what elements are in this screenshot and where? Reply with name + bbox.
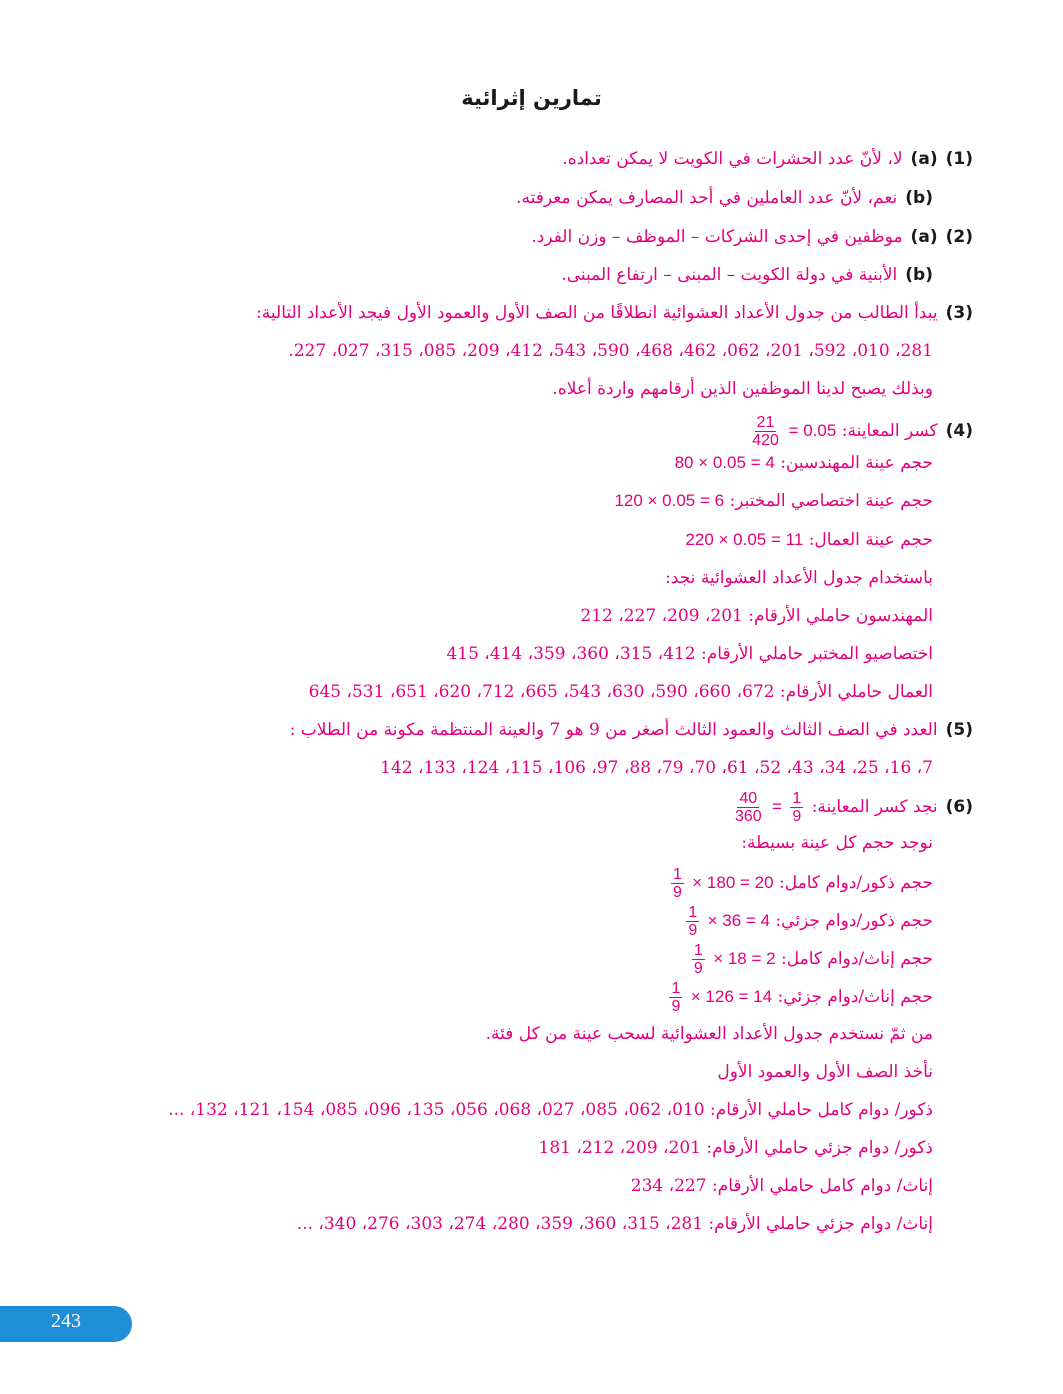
- q6-equals: =: [772, 797, 782, 816]
- q6-s3-denominator: 9: [693, 960, 703, 977]
- q4-lab-label: حجم عينة اختصاصي المختبر:: [729, 491, 933, 511]
- q4-workers-line: [685, 529, 933, 553]
- q6-fraction-one-ninth: [790, 790, 803, 825]
- q1-b-label: (b): [905, 188, 933, 208]
- q2-a-line: [531, 226, 973, 250]
- q4-number: (4): [945, 420, 973, 441]
- q6-f1-denominator: 9: [792, 808, 802, 825]
- q6-list-3: إناث/ دوام كامل حاملي الأرقام: 227، 234: [630, 1176, 933, 1196]
- q6-f2-numerator: 40: [739, 790, 758, 807]
- q6-s3-calc: 2 = 18 ×: [713, 949, 776, 968]
- q6-s2-fraction: [686, 904, 699, 939]
- page-title: تمارين إثرائية: [461, 86, 602, 110]
- q2-b-text: الأبنية في دولة الكويت – المبنى – ارتفاع المبنى.: [561, 265, 898, 285]
- q1-b-text: نعم، لأنّ عدد العاملين في أحد المصارف يمكن معرفته.: [516, 188, 898, 208]
- q4-fraction-label: كسر المعاينة:: [841, 420, 938, 441]
- q6-s3-fraction: [692, 942, 705, 977]
- q6-fraction-40-360: [733, 790, 764, 825]
- q1-a-text: لا، لأنّ عدد الحشرات في الكويت لا يمكن تعداده.: [562, 149, 903, 169]
- q6-size-4: [666, 980, 933, 1014]
- q2-a-label: (a): [910, 227, 938, 247]
- q2-a-text: موظفين في إحدى الشركات – الموظف – وزن الفرد.: [531, 227, 903, 247]
- q6-then: من ثمّ نستخدم جدول الأعداد العشوائية لسحب عينة من كل فئة.: [485, 1024, 933, 1044]
- q6-sizes-intro: نوجد حجم كل عينة بسيطة:: [741, 833, 933, 853]
- q6-s4-denominator: 9: [671, 998, 681, 1015]
- q4-workers-label: حجم عينة العمال:: [808, 530, 933, 550]
- q1-number: (1): [945, 149, 973, 169]
- q6-s1-denominator: 9: [672, 884, 682, 901]
- q3-number: (3): [945, 303, 973, 323]
- q5-text: العدد في الصف الثالث والعمود الثالث أصغر من 9 هو 7 والعينة المنتظمة مكونة من الطلاب :: [289, 720, 938, 740]
- q5-numbers: 7، 16، 25، 34، 43، 52، 61، 70، 79، 88، 97، 106، 115، 124، 133، 142: [380, 758, 933, 778]
- q3-conclusion: وبذلك يصبح لدينا الموظفين الذين أرقامهم واردة أعلاه.: [552, 379, 933, 399]
- q1-b-line: [516, 187, 933, 211]
- q6-list-4: إناث/ دوام جزئي حاملي الأرقام: 281، 315، 360، 359، 280، 274، 303، 276، 340، ...: [296, 1214, 933, 1234]
- q6-line: [730, 790, 973, 824]
- q6-s1-numerator: 1: [672, 866, 682, 883]
- q3-line: [256, 302, 973, 326]
- q4-line: [747, 414, 973, 449]
- q4-engineers-list: المهندسون حاملي الأرقام: 201، 209، 227، 212: [580, 606, 933, 626]
- q2-number: (2): [945, 227, 973, 247]
- q4-workers-calc: 220 × 0.05 = 11: [685, 530, 804, 549]
- q4-using-table: باستخدام جدول الأعداد العشوائية نجد:: [665, 568, 933, 588]
- q5-number: (5): [945, 720, 973, 740]
- q6-s1-calc: 20 = 180 ×: [692, 873, 774, 892]
- q4-fraction: [750, 414, 781, 449]
- q6-size-2: [683, 904, 933, 938]
- q4-fraction-numerator: 21: [756, 414, 775, 431]
- q6-s2-numerator: 1: [688, 904, 698, 921]
- q6-f2-denominator: 360: [734, 808, 762, 825]
- q4-engineers-line: [675, 452, 933, 476]
- q4-fraction-expression: [747, 414, 836, 449]
- q6-size-1: [668, 866, 933, 900]
- q6-s2-calc: 4 = 36 ×: [707, 911, 771, 930]
- q6-s3-label: حجم إناث/دوام كامل:: [781, 949, 933, 969]
- q1-a-line: [562, 148, 973, 172]
- q4-lab-calc: 120 × 0.05 = 6: [614, 491, 725, 510]
- q6-s2-denominator: 9: [688, 922, 698, 939]
- q6-s4-calc: 14 = 126 ×: [690, 987, 773, 1006]
- q4-fraction-denominator: 420: [752, 432, 779, 449]
- q4-workers-list: العمال حاملي الأرقام: 672، 660، 590، 630، 543، 665، 712، 620، 651، 531، 645: [308, 682, 933, 702]
- q1-a-label: (a): [910, 149, 938, 169]
- q3-numbers: 281، 010، 592، 201، 062، 462، 468، 590، 543، 412، 209، 085، 315، 027، 227.: [288, 341, 933, 361]
- q6-s4-label: حجم إناث/دوام جزئي:: [777, 987, 933, 1007]
- q4-lab-line: [614, 490, 933, 514]
- q6-s2-label: حجم ذكور/دوام جزئي:: [775, 911, 933, 931]
- q6-s1-label: حجم ذكور/دوام كامل:: [779, 873, 933, 893]
- q6-s4-fraction: [669, 980, 682, 1015]
- q6-list-2: ذكور/ دوام جزئي حاملي الأرقام: 201، 209، 212، 181: [538, 1138, 933, 1158]
- page-number: 243: [0, 1306, 132, 1342]
- q6-list-1: ذكور/ دوام كامل حاملي الأرقام: 010، 062، 085، 027، 068، 056، 135، 096، 085، 154، 121، 132، ...: [168, 1100, 933, 1120]
- q6-take: نأخذ الصف الأول والعمود الأول: [717, 1062, 933, 1082]
- q2-b-label: (b): [905, 265, 933, 285]
- q4-lab-list: اختصاصيو المختبر حاملي الأرقام: 412، 315، 360، 359، 414، 415: [446, 644, 933, 664]
- q3-text: يبدأ الطالب من جدول الأعداد العشوائية انطلاقًا من الصف الأول والعمود الأول فيجد الأعداد التالية:: [256, 303, 938, 323]
- q4-engineers-calc: 80 × 0.05 = 4: [674, 453, 775, 472]
- q4-engineers-label: حجم عينة المهندسين:: [780, 453, 933, 473]
- q6-number: (6): [945, 797, 973, 817]
- q5-line: [290, 719, 973, 743]
- q4-fraction-result: = 0.05: [788, 420, 837, 440]
- q6-s4-numerator: 1: [671, 980, 681, 997]
- q6-s1-fraction: [671, 866, 684, 901]
- q6-size-3: [689, 942, 933, 976]
- q6-f1-numerator: 1: [792, 790, 802, 807]
- q2-b-line: [561, 264, 933, 288]
- q6-fraction-label: نجد كسر المعاينة:: [811, 797, 938, 817]
- q6-s3-numerator: 1: [693, 942, 703, 959]
